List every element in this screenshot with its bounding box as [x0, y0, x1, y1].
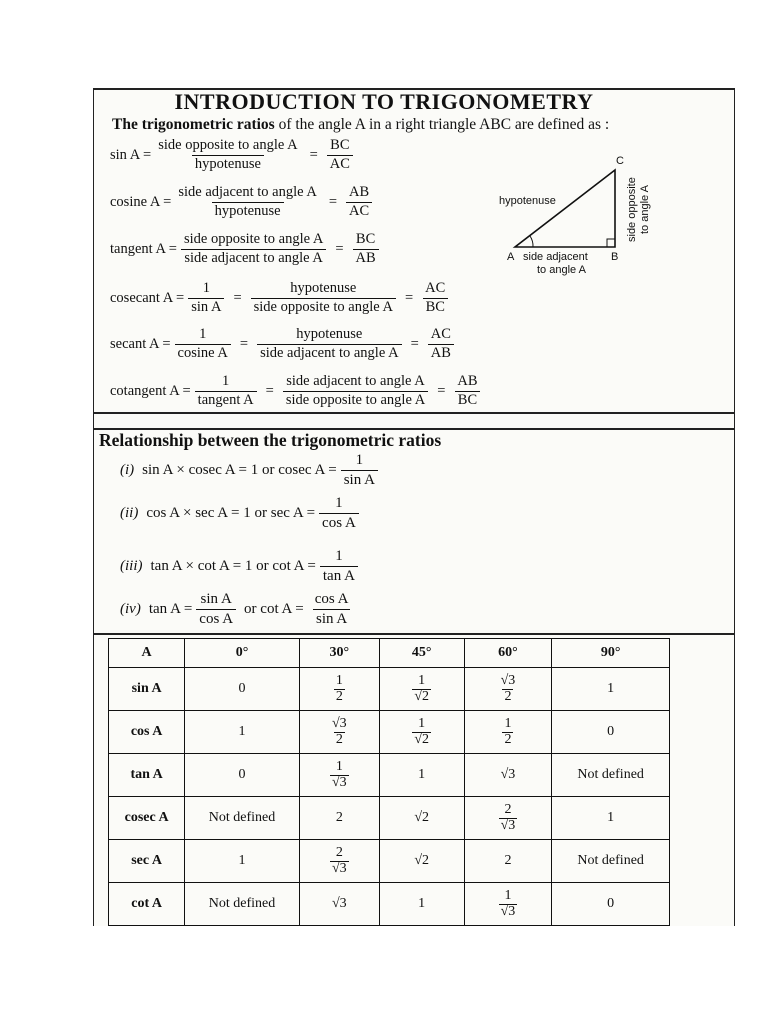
- table-cell-value: 1: [607, 810, 615, 825]
- fraction: [330, 760, 349, 790]
- table-row: [109, 840, 670, 883]
- fraction: [334, 674, 345, 704]
- fraction-denominator: √3: [331, 861, 347, 876]
- definition-row: [110, 327, 458, 362]
- table-header-cell: A: [109, 639, 185, 668]
- fraction-numerator: √3: [500, 673, 516, 689]
- table-cell: [379, 754, 464, 797]
- opposite-label-1: side opposite: [626, 177, 638, 242]
- relationship-number: (i): [120, 461, 135, 478]
- fraction-numerator: AC: [425, 280, 446, 296]
- relationship-number: (iv): [120, 600, 141, 617]
- fraction-denominator: cos A: [196, 609, 236, 628]
- table-cell: [379, 668, 464, 711]
- definition-lhs: cosecant A =: [110, 289, 185, 306]
- table-cell: [299, 711, 379, 754]
- fraction-numerator: sin A: [200, 591, 232, 607]
- vertex-c-label: C: [616, 155, 624, 167]
- equals-sign: =: [437, 382, 446, 399]
- table-cell-value: √2: [414, 853, 430, 868]
- fraction-numerator: 2: [335, 845, 343, 861]
- definition-lhs: sin A =: [110, 146, 152, 163]
- definition-row: [110, 185, 376, 220]
- relationship-text: tan A =: [148, 600, 193, 617]
- fraction-denominator: √3: [500, 904, 516, 919]
- table-cell: [379, 711, 464, 754]
- fraction: [499, 889, 518, 919]
- fraction-numerator: 1: [418, 716, 426, 732]
- table-row-label: cos A: [109, 711, 185, 754]
- fraction-denominator: 2: [335, 732, 343, 747]
- relationship-row: [120, 495, 363, 531]
- fraction-denominator: sin A: [188, 298, 224, 316]
- fraction: [175, 185, 320, 220]
- adjacent-label-1: side adjacent: [523, 251, 588, 263]
- table-row: [109, 883, 670, 926]
- intro-bold: The trigonometric ratios: [112, 116, 275, 133]
- table-cell: [299, 883, 379, 926]
- fraction: [155, 138, 300, 173]
- definition-lhs: cosine A =: [110, 193, 172, 210]
- table-header-cell: 45°: [379, 639, 464, 668]
- intro-rest: of the angle A in a right triangle ABC are defined as :: [274, 116, 610, 133]
- fraction: [283, 374, 428, 409]
- fraction: [412, 674, 431, 704]
- table-cell: [552, 840, 670, 883]
- fraction: [327, 138, 353, 173]
- fraction-denominator: BC: [423, 298, 448, 316]
- table-cell: [299, 797, 379, 840]
- fraction: [499, 674, 518, 704]
- table-cell-value: Not defined: [208, 810, 276, 825]
- fraction-numerator: cos A: [314, 591, 349, 607]
- table-cell-value: 0: [238, 681, 246, 696]
- relationship-text: or cot A =: [244, 600, 304, 617]
- table-cell: [552, 668, 670, 711]
- fraction-numerator: hypotenuse: [296, 326, 363, 342]
- table-row-label: sin A: [109, 668, 185, 711]
- table-cell-value: √3: [500, 767, 516, 782]
- table-cell: [185, 711, 300, 754]
- fraction-numerator: hypotenuse: [290, 280, 357, 296]
- table-cell: [379, 883, 464, 926]
- fraction-numerator: 1: [355, 452, 364, 468]
- relationship-number: (iii): [120, 557, 143, 574]
- fraction: [181, 232, 326, 267]
- table-cell-value: Not defined: [208, 896, 276, 911]
- adjacent-label-2: to angle A: [537, 264, 586, 276]
- relationship-text: sin A × cosec A = 1 or cosec A =: [142, 461, 337, 478]
- fraction-denominator: side adjacent to angle A: [181, 249, 326, 267]
- table-cell-value: √3: [331, 896, 347, 911]
- fraction-numerator: 1: [222, 373, 230, 389]
- table-cell: [185, 797, 300, 840]
- fraction: [251, 281, 396, 316]
- section-divider: [93, 412, 734, 414]
- equals-sign: =: [265, 382, 274, 399]
- fraction-denominator: AB: [428, 344, 454, 362]
- fraction-denominator: 2: [504, 732, 512, 747]
- fraction-numerator: √3: [331, 716, 347, 732]
- relationship-number: (ii): [120, 504, 139, 521]
- table-header-cell: 60°: [464, 639, 552, 668]
- table-cell-value: √2: [414, 810, 430, 825]
- fraction: [188, 281, 224, 316]
- table-row-label: cosec A: [109, 797, 185, 840]
- fraction-numerator: BC: [355, 231, 376, 247]
- table-cell-value: 0: [607, 724, 615, 739]
- fraction: [454, 374, 480, 409]
- fraction: [195, 374, 257, 409]
- fraction-numerator: AB: [457, 373, 478, 389]
- fraction-denominator: AB: [353, 249, 379, 267]
- page-title: INTRODUCTION TO TRIGONOMETRY: [174, 89, 594, 114]
- definition-row: [110, 374, 485, 409]
- table-cell: [185, 840, 300, 883]
- fraction-denominator: cosine A: [175, 344, 231, 362]
- relationship-text: cos A × sec A = 1 or sec A =: [146, 504, 316, 521]
- fraction-denominator: sin A: [341, 470, 378, 489]
- table-cell-value: 1: [238, 853, 246, 868]
- fraction: [502, 717, 513, 747]
- table-cell: [552, 883, 670, 926]
- relationship-row: [120, 548, 362, 584]
- fraction: [499, 803, 518, 833]
- fraction: [196, 591, 236, 627]
- fraction: [346, 185, 372, 220]
- table-cell-value: Not defined: [577, 853, 644, 868]
- fraction: [330, 846, 349, 876]
- fraction: [341, 452, 378, 488]
- table-cell-value: 1: [418, 896, 426, 911]
- fraction-denominator: √2: [414, 689, 430, 704]
- table-header-cell: 0°: [185, 639, 300, 668]
- table-cell: [185, 883, 300, 926]
- fraction-denominator: side opposite to angle A: [251, 298, 396, 316]
- relationship-row: [120, 452, 382, 488]
- equals-sign: =: [335, 240, 344, 257]
- hypotenuse-label: hypotenuse: [499, 195, 556, 207]
- fraction: [175, 327, 231, 362]
- table-row-label: cot A: [109, 883, 185, 926]
- equals-sign: =: [328, 193, 338, 210]
- fraction-denominator: side adjacent to angle A: [257, 344, 402, 362]
- fraction-numerator: 1: [335, 495, 343, 511]
- table-cell-value: 2: [504, 853, 512, 868]
- table-cell: [464, 840, 552, 883]
- fraction-denominator: AC: [327, 155, 353, 173]
- relationship-heading: Relationship between the trigonometric ratios: [99, 430, 442, 450]
- fraction-numerator: AC: [430, 326, 451, 342]
- fraction-denominator: BC: [455, 391, 480, 409]
- fraction-denominator: hypotenuse: [192, 155, 264, 173]
- table-cell: [299, 668, 379, 711]
- fraction-denominator: 2: [335, 689, 343, 704]
- right-angle-mark: [607, 239, 615, 247]
- fraction-numerator: BC: [330, 137, 350, 153]
- section-divider: [93, 633, 734, 635]
- table-cell: [464, 797, 552, 840]
- fraction: [422, 281, 448, 316]
- definition-row: [110, 281, 452, 316]
- table-header-row: [109, 639, 670, 668]
- table-row-label: sec A: [109, 840, 185, 883]
- equals-sign: =: [233, 289, 242, 306]
- table-row: [109, 754, 670, 797]
- definition-lhs: tangent A =: [110, 240, 177, 257]
- fraction-denominator: √2: [414, 732, 430, 747]
- table-cell: [464, 668, 552, 711]
- fraction: [428, 327, 454, 362]
- table-cell: [552, 711, 670, 754]
- fraction-numerator: side opposite to angle A: [183, 231, 324, 247]
- table-cell-value: 0: [607, 896, 615, 911]
- equals-sign: =: [410, 335, 419, 352]
- table-header-cell: 30°: [299, 639, 379, 668]
- table-row: [109, 711, 670, 754]
- table-cell-value: Not defined: [577, 767, 644, 782]
- equals-sign: =: [239, 335, 249, 352]
- fraction: [330, 717, 349, 747]
- definition-lhs: cotangent A =: [110, 382, 191, 399]
- relationship-row: [120, 591, 356, 627]
- table-row: [109, 797, 670, 840]
- fraction-numerator: side opposite to angle A: [158, 137, 298, 153]
- table-cell: [379, 840, 464, 883]
- fraction-numerator: 1: [504, 888, 512, 904]
- table-cell: [464, 754, 552, 797]
- fraction-denominator: AC: [346, 202, 372, 220]
- intro-text: [112, 116, 609, 134]
- table-cell: [464, 883, 552, 926]
- fraction-numerator: side adjacent to angle A: [178, 184, 317, 200]
- fraction-numerator: side adjacent to angle A: [286, 373, 425, 389]
- fraction-denominator: tangent A: [195, 391, 257, 409]
- angle-a-arc: [530, 236, 533, 247]
- vertex-a-label: A: [507, 251, 515, 263]
- triangle-shape: [515, 170, 615, 247]
- fraction-denominator: tan A: [320, 566, 358, 585]
- table-header-cell: 90°: [552, 639, 670, 668]
- fraction-denominator: sin A: [313, 609, 350, 628]
- definition-row: [110, 232, 383, 267]
- trig-values-table: [108, 638, 670, 926]
- table-cell-value: 2: [335, 810, 343, 825]
- table-cell-value: 1: [238, 724, 246, 739]
- fraction: [320, 548, 358, 584]
- table-row-label: tan A: [109, 754, 185, 797]
- equals-sign: =: [309, 146, 318, 163]
- fraction-denominator: √3: [331, 775, 347, 790]
- table-cell: [185, 754, 300, 797]
- table-cell: [464, 711, 552, 754]
- fraction-numerator: 1: [504, 716, 512, 732]
- fraction-denominator: hypotenuse: [212, 202, 284, 220]
- definition-row: [110, 138, 357, 173]
- table-cell: [299, 754, 379, 797]
- fraction-denominator: side opposite to angle A: [283, 391, 428, 409]
- table-cell-value: 1: [607, 681, 615, 696]
- table-cell: [299, 840, 379, 883]
- fraction: [412, 717, 431, 747]
- fraction: [353, 232, 379, 267]
- table-cell: [552, 754, 670, 797]
- fraction-denominator: cos A: [319, 513, 359, 532]
- table-cell: [185, 668, 300, 711]
- opposite-label-2: to angle A: [639, 185, 651, 234]
- table-row: [109, 668, 670, 711]
- table-cell-value: 1: [418, 767, 426, 782]
- fraction-denominator: 2: [504, 689, 512, 704]
- fraction-numerator: 2: [504, 802, 512, 818]
- fraction-numerator: 1: [335, 759, 343, 775]
- table-cell: [552, 797, 670, 840]
- fraction-numerator: AB: [349, 184, 370, 200]
- fraction-numerator: 1: [199, 326, 207, 342]
- fraction: [312, 591, 352, 627]
- definition-lhs: secant A =: [110, 335, 171, 352]
- fraction-numerator: 1: [202, 280, 210, 296]
- vertex-b-label: B: [611, 251, 619, 263]
- table-cell: [379, 797, 464, 840]
- fraction-denominator: √3: [500, 818, 516, 833]
- table-cell-value: 0: [238, 767, 246, 782]
- fraction-numerator: 1: [335, 548, 343, 564]
- fraction: [257, 327, 402, 362]
- fraction: [319, 495, 359, 531]
- relationship-text: tan A × cot A = 1 or cot A =: [150, 557, 316, 574]
- fraction-numerator: 1: [335, 673, 343, 689]
- fraction-numerator: 1: [418, 673, 426, 689]
- right-triangle-diagram: [495, 150, 675, 280]
- equals-sign: =: [404, 289, 414, 306]
